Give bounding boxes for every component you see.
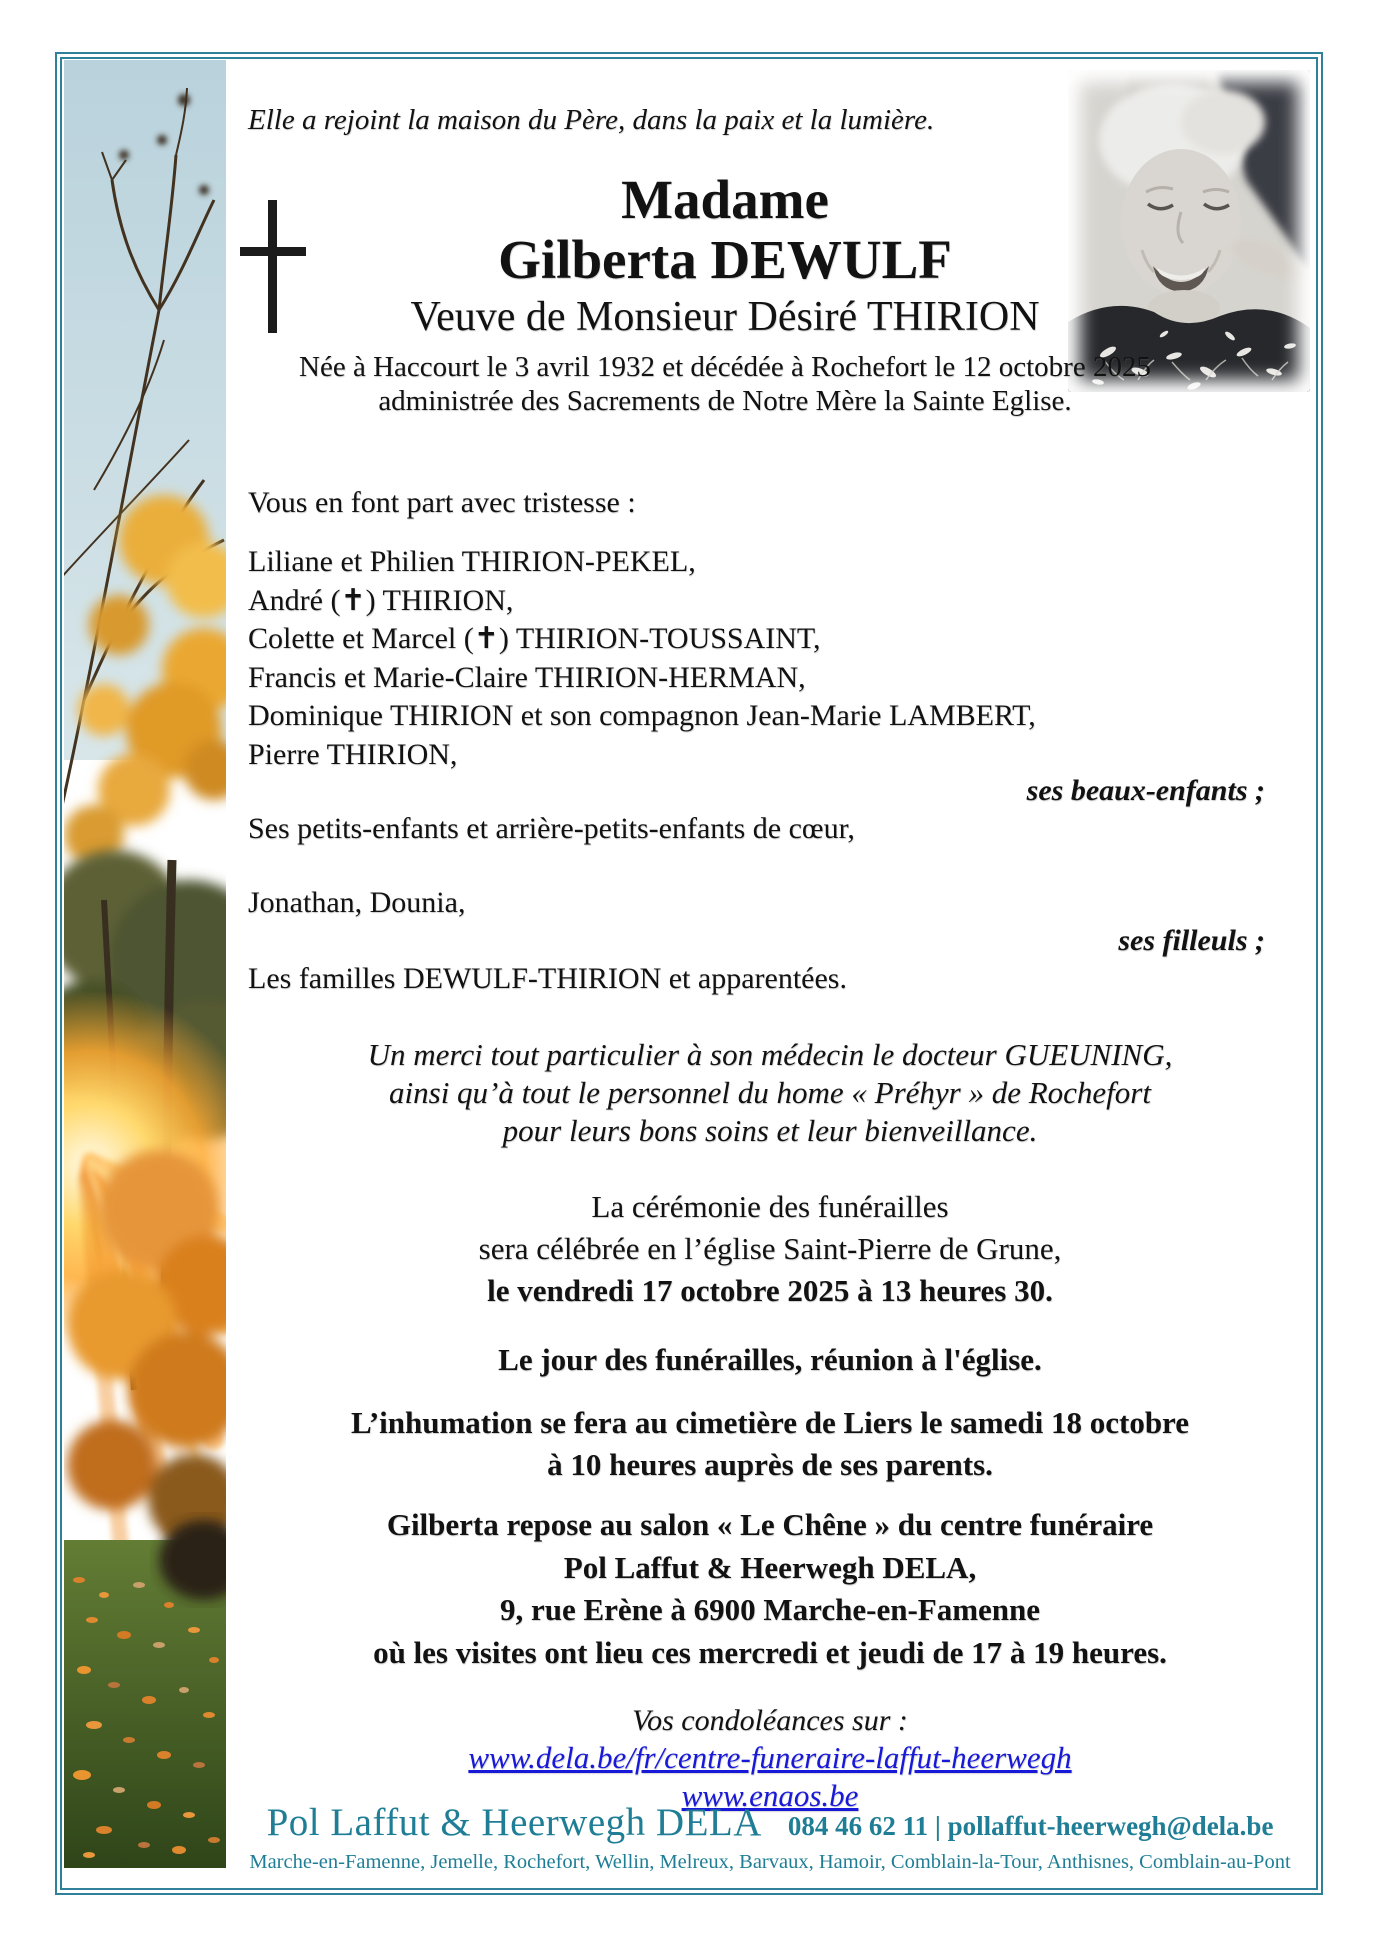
family-line: Dominique THIRION et son compagnon Jean-Marie LAMBERT, [248, 699, 1036, 732]
ceremony-line: sera célébrée en l’église Saint-Pierre de Grune, [478, 1231, 1062, 1266]
thanks-line: Un merci tout particulier à son médecin le docteur GUEUNING, [367, 1037, 1173, 1072]
thanks-line: ainsi qu’à tout le personnel du home « Préhyr » de Rochefort [389, 1075, 1151, 1110]
condolences-label: Vos condoléances sur : [632, 1704, 908, 1737]
title-madame: Madame [621, 169, 829, 230]
burial-line: L’inhumation se fera au cimetière de Liers le samedi 18 octobre [350, 1405, 1190, 1440]
repose-line: Pol Laffut & Heerwegh DELA, [563, 1549, 977, 1585]
opening-line: Elle a rejoint la maison du Père, dans la paix et la lumière. [248, 104, 935, 136]
family-list [248, 543, 1248, 774]
godchildren-label: ses filleuls ; [1118, 924, 1265, 957]
sacrament-line: administrée des Sacrements de Notre Mère la Sainte Eglise. [378, 385, 1072, 417]
ceremony-date: le vendredi 17 octobre 2025 à 13 heures 30. [487, 1273, 1053, 1308]
condolences-link-dela [230, 1740, 1310, 1776]
family-line: Liliane et Philien THIRION-PEKEL, [248, 545, 696, 578]
grandchildren-line: Ses petits-enfants et arrière-petits-enfants de cœur, [248, 812, 855, 845]
funeral-home-cities: Marche-en-Famenne, Jemelle, Rochefort, Wellin, Melreux, Barvaux, Hamoir, Comblain-la-Tour, Anthisnes, Comblain-au-Pont [249, 1851, 1291, 1873]
reunion-line: Le jour des funérailles, réunion à l'église. [498, 1342, 1042, 1377]
repose-line: Gilberta repose au salon « Le Chêne » du centre funéraire [386, 1507, 1154, 1542]
header-block [230, 170, 1220, 418]
funeral-home-contact: 084 46 62 11 | pollaffut-heerwegh@dela.be [787, 1811, 1274, 1841]
thanks-line: pour leurs bons soins et leur bienveillance. [502, 1113, 1038, 1148]
family-line: Pierre THIRION, [248, 737, 458, 771]
family-line: André (✝) THIRION, [248, 583, 514, 617]
burial-line: à 10 heures auprès de ses parents. [547, 1447, 993, 1482]
families-line: Les familles DEWULF-THIRION et apparentées. [248, 962, 847, 995]
repose-block [230, 1504, 1310, 1674]
dela-link[interactable]: www.dela.be/fr/centre-funeraire-laffut-heerwegh [468, 1740, 1072, 1775]
family-line: Colette et Marcel (✝) THIRION-TOUSSAINT, [248, 622, 821, 655]
birth-death-line: Née à Haccourt le 3 avril 1932 et décédée à Rochefort le 12 octobre 2025 [299, 351, 1151, 383]
announcement-intro: Vous en font part avec tristesse : [248, 486, 636, 519]
thanks-block [230, 1036, 1310, 1150]
deceased-name: Gilberta DEWULF [498, 229, 952, 290]
ceremony-block [230, 1186, 1310, 1312]
repose-line: où les visites ont lieu ces mercredi et jeudi de 17 à 19 heures. [373, 1634, 1167, 1670]
enaos-link[interactable]: www.enaos.be [681, 1778, 859, 1813]
godchildren-names: Jonathan, Dounia, [248, 886, 466, 919]
family-line: Francis et Marie-Claire THIRION-HERMAN, [248, 660, 806, 694]
widow-line: Veuve de Monsieur Désiré THIRION [410, 294, 1040, 340]
autumn-trees-photo [64, 60, 226, 1868]
funeral-home-footer [230, 1800, 1310, 1845]
burial-block [230, 1402, 1310, 1486]
funeral-home-brand: Pol Laffut & Heerwegh DELA [266, 1801, 762, 1844]
repose-line: 9, rue Erène à 6900 Marche-en-Famenne [499, 1592, 1041, 1627]
in-laws-label: ses beaux-enfants ; [1026, 774, 1265, 807]
ceremony-line: La cérémonie des funérailles [591, 1189, 949, 1224]
